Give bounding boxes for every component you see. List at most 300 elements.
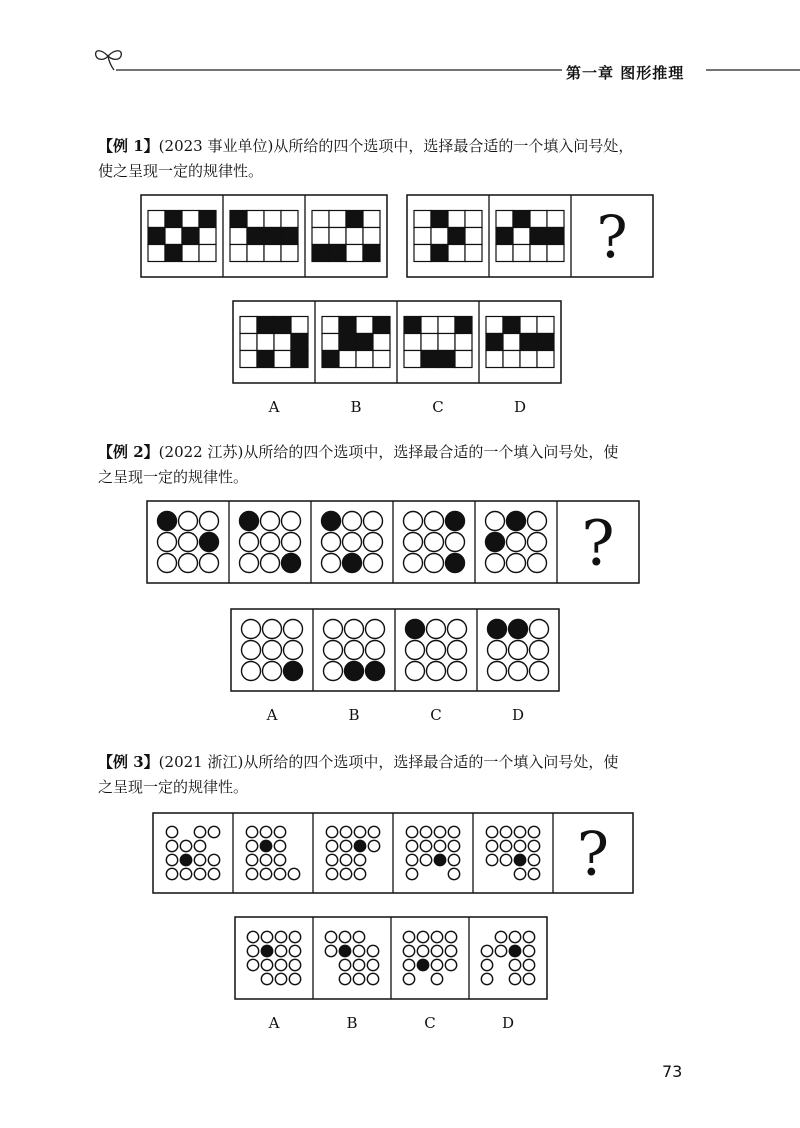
white-circle bbox=[404, 512, 423, 531]
white-circle bbox=[274, 826, 285, 837]
white-circle bbox=[345, 641, 364, 660]
white-cell bbox=[438, 334, 455, 351]
question-2-text-line2: 之呈现一定的规律性。 bbox=[98, 468, 249, 486]
white-circle bbox=[528, 512, 547, 531]
white-circle bbox=[420, 826, 431, 837]
white-circle bbox=[403, 959, 414, 970]
white-cell bbox=[281, 211, 298, 228]
black-circle bbox=[260, 840, 271, 851]
q1-option-label-c: C bbox=[432, 398, 444, 416]
header-decoration bbox=[0, 0, 800, 100]
black-cell bbox=[404, 317, 421, 334]
white-cell bbox=[247, 211, 264, 228]
white-circle bbox=[425, 554, 444, 573]
q3-stem-question-mark: ? bbox=[576, 819, 610, 890]
black-circle bbox=[366, 662, 385, 681]
white-circle bbox=[367, 959, 378, 970]
white-circle bbox=[427, 641, 446, 660]
black-circle bbox=[446, 554, 465, 573]
white-cell bbox=[322, 317, 339, 334]
q1-stem-panel-1 bbox=[148, 211, 216, 262]
white-circle bbox=[406, 826, 417, 837]
white-cell bbox=[513, 228, 530, 245]
white-cell bbox=[520, 351, 537, 368]
white-circle bbox=[509, 662, 528, 681]
white-circle bbox=[486, 840, 497, 851]
black-cell bbox=[165, 211, 182, 228]
q2-stem-panel-2 bbox=[240, 512, 301, 573]
white-circle bbox=[208, 854, 219, 865]
white-cell bbox=[329, 211, 346, 228]
white-circle bbox=[507, 554, 526, 573]
black-cell bbox=[281, 228, 298, 245]
white-cell bbox=[199, 245, 216, 262]
white-circle bbox=[528, 854, 539, 865]
black-cell bbox=[356, 334, 373, 351]
black-circle bbox=[486, 533, 505, 552]
white-cell bbox=[496, 211, 513, 228]
q1-option-label-a: A bbox=[268, 398, 280, 416]
white-circle bbox=[166, 854, 177, 865]
q3-stem-panel-2 bbox=[246, 826, 299, 879]
white-circle bbox=[326, 854, 337, 865]
white-circle bbox=[427, 620, 446, 639]
white-circle bbox=[446, 533, 465, 552]
white-circle bbox=[495, 931, 506, 942]
white-circle bbox=[261, 959, 272, 970]
white-cell bbox=[165, 228, 182, 245]
q1-option-label-d: D bbox=[513, 398, 527, 416]
white-circle bbox=[242, 641, 261, 660]
white-circle bbox=[326, 868, 337, 879]
white-circle bbox=[528, 533, 547, 552]
white-cell bbox=[455, 351, 472, 368]
white-circle bbox=[324, 662, 343, 681]
white-circle bbox=[448, 868, 459, 879]
white-circle bbox=[366, 641, 385, 660]
question-1-text-line2: 使之呈现一定的规律性。 bbox=[98, 162, 264, 180]
black-cell bbox=[373, 317, 390, 334]
white-circle bbox=[406, 854, 417, 865]
white-cell bbox=[414, 211, 431, 228]
white-circle bbox=[324, 641, 343, 660]
white-cell bbox=[486, 317, 503, 334]
q2-stem-panel-4 bbox=[404, 512, 465, 573]
white-cell bbox=[363, 228, 380, 245]
white-cell bbox=[199, 228, 216, 245]
white-circle bbox=[343, 512, 362, 531]
white-circle bbox=[194, 868, 205, 879]
chapter-title: 第一章 图形推理 bbox=[566, 64, 685, 82]
black-cell bbox=[496, 228, 513, 245]
white-circle bbox=[263, 641, 282, 660]
black-circle bbox=[354, 840, 365, 851]
white-circle bbox=[284, 620, 303, 639]
white-circle bbox=[274, 854, 285, 865]
q3-stem-panel-4 bbox=[406, 826, 459, 879]
white-circle bbox=[289, 959, 300, 970]
white-circle bbox=[427, 662, 446, 681]
white-cell bbox=[373, 351, 390, 368]
black-circle bbox=[261, 945, 272, 956]
white-circle bbox=[166, 840, 177, 851]
black-cell bbox=[486, 334, 503, 351]
white-circle bbox=[261, 973, 272, 984]
white-circle bbox=[263, 662, 282, 681]
white-circle bbox=[509, 641, 528, 660]
white-cell bbox=[264, 211, 281, 228]
white-circle bbox=[509, 973, 520, 984]
white-circle bbox=[530, 641, 549, 660]
white-circle bbox=[261, 533, 280, 552]
white-circle bbox=[514, 826, 525, 837]
white-cell bbox=[339, 351, 356, 368]
white-cell bbox=[404, 351, 421, 368]
q2-option-label-d: D bbox=[511, 706, 525, 724]
white-circle bbox=[282, 512, 301, 531]
q3-option-panel-4 bbox=[481, 931, 534, 984]
black-cell bbox=[431, 245, 448, 262]
white-circle bbox=[274, 840, 285, 851]
white-circle bbox=[354, 826, 365, 837]
white-circle bbox=[282, 533, 301, 552]
q1-stem-panel-5 bbox=[496, 211, 564, 262]
black-cell bbox=[291, 334, 308, 351]
white-circle bbox=[404, 533, 423, 552]
q2-stem-panel-3 bbox=[322, 512, 383, 573]
q1-option-panel-2 bbox=[322, 317, 390, 368]
white-circle bbox=[200, 554, 219, 573]
white-circle bbox=[353, 959, 364, 970]
white-circle bbox=[500, 840, 511, 851]
white-circle bbox=[247, 945, 258, 956]
white-cell bbox=[438, 317, 455, 334]
question-3-options bbox=[234, 916, 548, 1032]
white-circle bbox=[431, 931, 442, 942]
white-circle bbox=[284, 641, 303, 660]
black-cell bbox=[537, 334, 554, 351]
black-cell bbox=[322, 351, 339, 368]
white-cell bbox=[329, 228, 346, 245]
black-cell bbox=[264, 228, 281, 245]
question-1-text-line1: 从所给的四个选项中，选择最合适的一个填入问号处， bbox=[273, 137, 634, 155]
white-circle bbox=[260, 868, 271, 879]
white-cell bbox=[455, 334, 472, 351]
white-cell bbox=[448, 245, 465, 262]
white-cell bbox=[230, 245, 247, 262]
white-cell bbox=[346, 228, 363, 245]
white-circle bbox=[448, 620, 467, 639]
black-cell bbox=[199, 211, 216, 228]
white-cell bbox=[503, 351, 520, 368]
white-circle bbox=[523, 945, 534, 956]
white-cell bbox=[373, 334, 390, 351]
q2-stem-panel-5 bbox=[486, 512, 547, 573]
white-circle bbox=[289, 973, 300, 984]
white-circle bbox=[500, 826, 511, 837]
question-3-line-1 bbox=[98, 750, 698, 775]
black-circle bbox=[417, 959, 428, 970]
white-cell bbox=[274, 334, 291, 351]
black-cell bbox=[513, 211, 530, 228]
white-circle bbox=[488, 641, 507, 660]
white-circle bbox=[448, 662, 467, 681]
question-2-label: 【例 2】 bbox=[98, 443, 159, 461]
white-circle bbox=[246, 854, 257, 865]
white-circle bbox=[486, 512, 505, 531]
white-circle bbox=[322, 554, 341, 573]
white-circle bbox=[340, 868, 351, 879]
white-circle bbox=[486, 854, 497, 865]
white-cell bbox=[230, 228, 247, 245]
white-cell bbox=[148, 211, 165, 228]
white-circle bbox=[325, 945, 336, 956]
q3-stem-panel-5 bbox=[486, 826, 539, 879]
white-circle bbox=[261, 931, 272, 942]
black-cell bbox=[431, 211, 448, 228]
black-cell bbox=[547, 228, 564, 245]
white-circle bbox=[246, 868, 257, 879]
white-cell bbox=[421, 334, 438, 351]
white-circle bbox=[158, 554, 177, 573]
black-cell bbox=[503, 317, 520, 334]
q2-option-panel-3 bbox=[406, 620, 467, 681]
black-cell bbox=[448, 228, 465, 245]
white-circle bbox=[353, 945, 364, 956]
white-circle bbox=[500, 854, 511, 865]
black-cell bbox=[346, 211, 363, 228]
white-circle bbox=[340, 826, 351, 837]
white-cell bbox=[182, 211, 199, 228]
white-circle bbox=[364, 554, 383, 573]
white-cell bbox=[547, 211, 564, 228]
white-circle bbox=[260, 826, 271, 837]
q3-option-panel-1 bbox=[247, 931, 300, 984]
white-circle bbox=[247, 931, 258, 942]
q2-stem-panel-1 bbox=[158, 512, 219, 573]
white-cell bbox=[264, 245, 281, 262]
q3-option-label-b: B bbox=[346, 1014, 358, 1032]
white-circle bbox=[194, 840, 205, 851]
question-1-stem bbox=[140, 194, 654, 278]
black-cell bbox=[530, 228, 547, 245]
white-circle bbox=[263, 620, 282, 639]
white-circle bbox=[523, 959, 534, 970]
white-circle bbox=[261, 512, 280, 531]
black-cell bbox=[312, 245, 329, 262]
white-circle bbox=[417, 931, 428, 942]
white-circle bbox=[481, 959, 492, 970]
white-circle bbox=[345, 620, 364, 639]
black-cell bbox=[329, 245, 346, 262]
q2-option-label-b: B bbox=[348, 706, 360, 724]
white-cell bbox=[530, 245, 547, 262]
white-circle bbox=[367, 945, 378, 956]
white-circle bbox=[288, 868, 299, 879]
white-circle bbox=[509, 931, 520, 942]
white-circle bbox=[434, 826, 445, 837]
black-cell bbox=[182, 228, 199, 245]
black-circle bbox=[322, 512, 341, 531]
white-circle bbox=[260, 854, 271, 865]
white-circle bbox=[242, 662, 261, 681]
white-circle bbox=[431, 945, 442, 956]
black-circle bbox=[514, 854, 525, 865]
white-cell bbox=[465, 245, 482, 262]
q3-stem-panel-1 bbox=[166, 826, 219, 879]
white-circle bbox=[368, 840, 379, 851]
question-2-stem bbox=[146, 500, 640, 584]
black-cell bbox=[455, 317, 472, 334]
black-cell bbox=[247, 228, 264, 245]
q3-stem-panel-3 bbox=[326, 826, 379, 879]
q3-option-panel-2 bbox=[325, 931, 378, 984]
white-circle bbox=[354, 868, 365, 879]
q1-stem-panel-3 bbox=[312, 211, 380, 262]
white-circle bbox=[514, 868, 525, 879]
white-circle bbox=[403, 973, 414, 984]
white-cell bbox=[182, 245, 199, 262]
q3-option-label-d: D bbox=[501, 1014, 515, 1032]
white-circle bbox=[325, 931, 336, 942]
white-circle bbox=[448, 840, 459, 851]
white-circle bbox=[486, 554, 505, 573]
white-circle bbox=[340, 840, 351, 851]
white-cell bbox=[363, 211, 380, 228]
question-3-label: 【例 3】 bbox=[98, 753, 159, 771]
white-cell bbox=[257, 334, 274, 351]
black-circle bbox=[345, 662, 364, 681]
white-cell bbox=[240, 317, 257, 334]
white-circle bbox=[322, 533, 341, 552]
white-cell bbox=[520, 317, 537, 334]
white-cell bbox=[404, 334, 421, 351]
black-circle bbox=[339, 945, 350, 956]
black-cell bbox=[421, 351, 438, 368]
white-circle bbox=[481, 945, 492, 956]
white-circle bbox=[208, 826, 219, 837]
white-circle bbox=[434, 840, 445, 851]
q1-stem-question-mark: ? bbox=[596, 202, 628, 271]
white-cell bbox=[356, 317, 373, 334]
white-circle bbox=[179, 554, 198, 573]
black-circle bbox=[240, 512, 259, 531]
white-circle bbox=[261, 554, 280, 573]
white-circle bbox=[364, 533, 383, 552]
white-circle bbox=[240, 533, 259, 552]
white-circle bbox=[481, 973, 492, 984]
white-circle bbox=[340, 854, 351, 865]
white-circle bbox=[339, 931, 350, 942]
white-cell bbox=[503, 334, 520, 351]
black-circle bbox=[507, 512, 526, 531]
q1-option-label-b: B bbox=[350, 398, 362, 416]
white-circle bbox=[166, 868, 177, 879]
page-number: 73 bbox=[662, 1062, 683, 1081]
white-circle bbox=[403, 945, 414, 956]
sprout-icon bbox=[96, 51, 122, 70]
black-circle bbox=[434, 854, 445, 865]
black-circle bbox=[284, 662, 303, 681]
white-circle bbox=[403, 931, 414, 942]
white-circle bbox=[528, 554, 547, 573]
white-circle bbox=[420, 840, 431, 851]
question-1-source: (2023 事业单位) bbox=[158, 137, 274, 155]
white-circle bbox=[367, 973, 378, 984]
white-circle bbox=[246, 826, 257, 837]
white-circle bbox=[406, 868, 417, 879]
black-cell bbox=[339, 334, 356, 351]
white-circle bbox=[445, 931, 456, 942]
q2-option-label-c: C bbox=[430, 706, 442, 724]
white-circle bbox=[528, 868, 539, 879]
black-circle bbox=[180, 854, 191, 865]
question-3-text-line1: 从所给的四个选项中，选择最合适的一个填入问号处，使 bbox=[243, 753, 619, 771]
white-cell bbox=[530, 211, 547, 228]
white-circle bbox=[289, 945, 300, 956]
white-circle bbox=[406, 641, 425, 660]
white-circle bbox=[445, 945, 456, 956]
q1-stem-panel-4 bbox=[414, 211, 482, 262]
white-circle bbox=[208, 868, 219, 879]
white-cell bbox=[414, 228, 431, 245]
white-cell bbox=[240, 334, 257, 351]
white-circle bbox=[364, 512, 383, 531]
white-circle bbox=[523, 931, 534, 942]
white-cell bbox=[431, 228, 448, 245]
white-cell bbox=[247, 245, 264, 262]
question-3-source: (2021 浙江) bbox=[158, 753, 244, 771]
white-circle bbox=[528, 840, 539, 851]
white-circle bbox=[240, 554, 259, 573]
white-circle bbox=[194, 826, 205, 837]
black-cell bbox=[148, 228, 165, 245]
white-cell bbox=[414, 245, 431, 262]
white-circle bbox=[275, 931, 286, 942]
white-circle bbox=[509, 959, 520, 970]
white-circle bbox=[343, 533, 362, 552]
white-circle bbox=[530, 620, 549, 639]
white-circle bbox=[158, 533, 177, 552]
white-cell bbox=[547, 245, 564, 262]
white-circle bbox=[274, 868, 285, 879]
white-circle bbox=[445, 959, 456, 970]
white-cell bbox=[322, 334, 339, 351]
q3-option-panel-3 bbox=[403, 931, 456, 984]
black-circle bbox=[406, 620, 425, 639]
black-circle bbox=[509, 945, 520, 956]
white-circle bbox=[179, 533, 198, 552]
white-circle bbox=[523, 973, 534, 984]
black-cell bbox=[230, 211, 247, 228]
white-circle bbox=[406, 840, 417, 851]
white-circle bbox=[495, 945, 506, 956]
white-circle bbox=[289, 931, 300, 942]
black-cell bbox=[363, 245, 380, 262]
white-cell bbox=[240, 351, 257, 368]
white-circle bbox=[166, 826, 177, 837]
black-cell bbox=[291, 351, 308, 368]
white-circle bbox=[431, 959, 442, 970]
white-cell bbox=[513, 245, 530, 262]
white-circle bbox=[275, 959, 286, 970]
page-header bbox=[0, 0, 800, 100]
white-cell bbox=[465, 228, 482, 245]
black-cell bbox=[520, 334, 537, 351]
white-cell bbox=[356, 351, 373, 368]
black-circle bbox=[343, 554, 362, 573]
white-circle bbox=[431, 973, 442, 984]
